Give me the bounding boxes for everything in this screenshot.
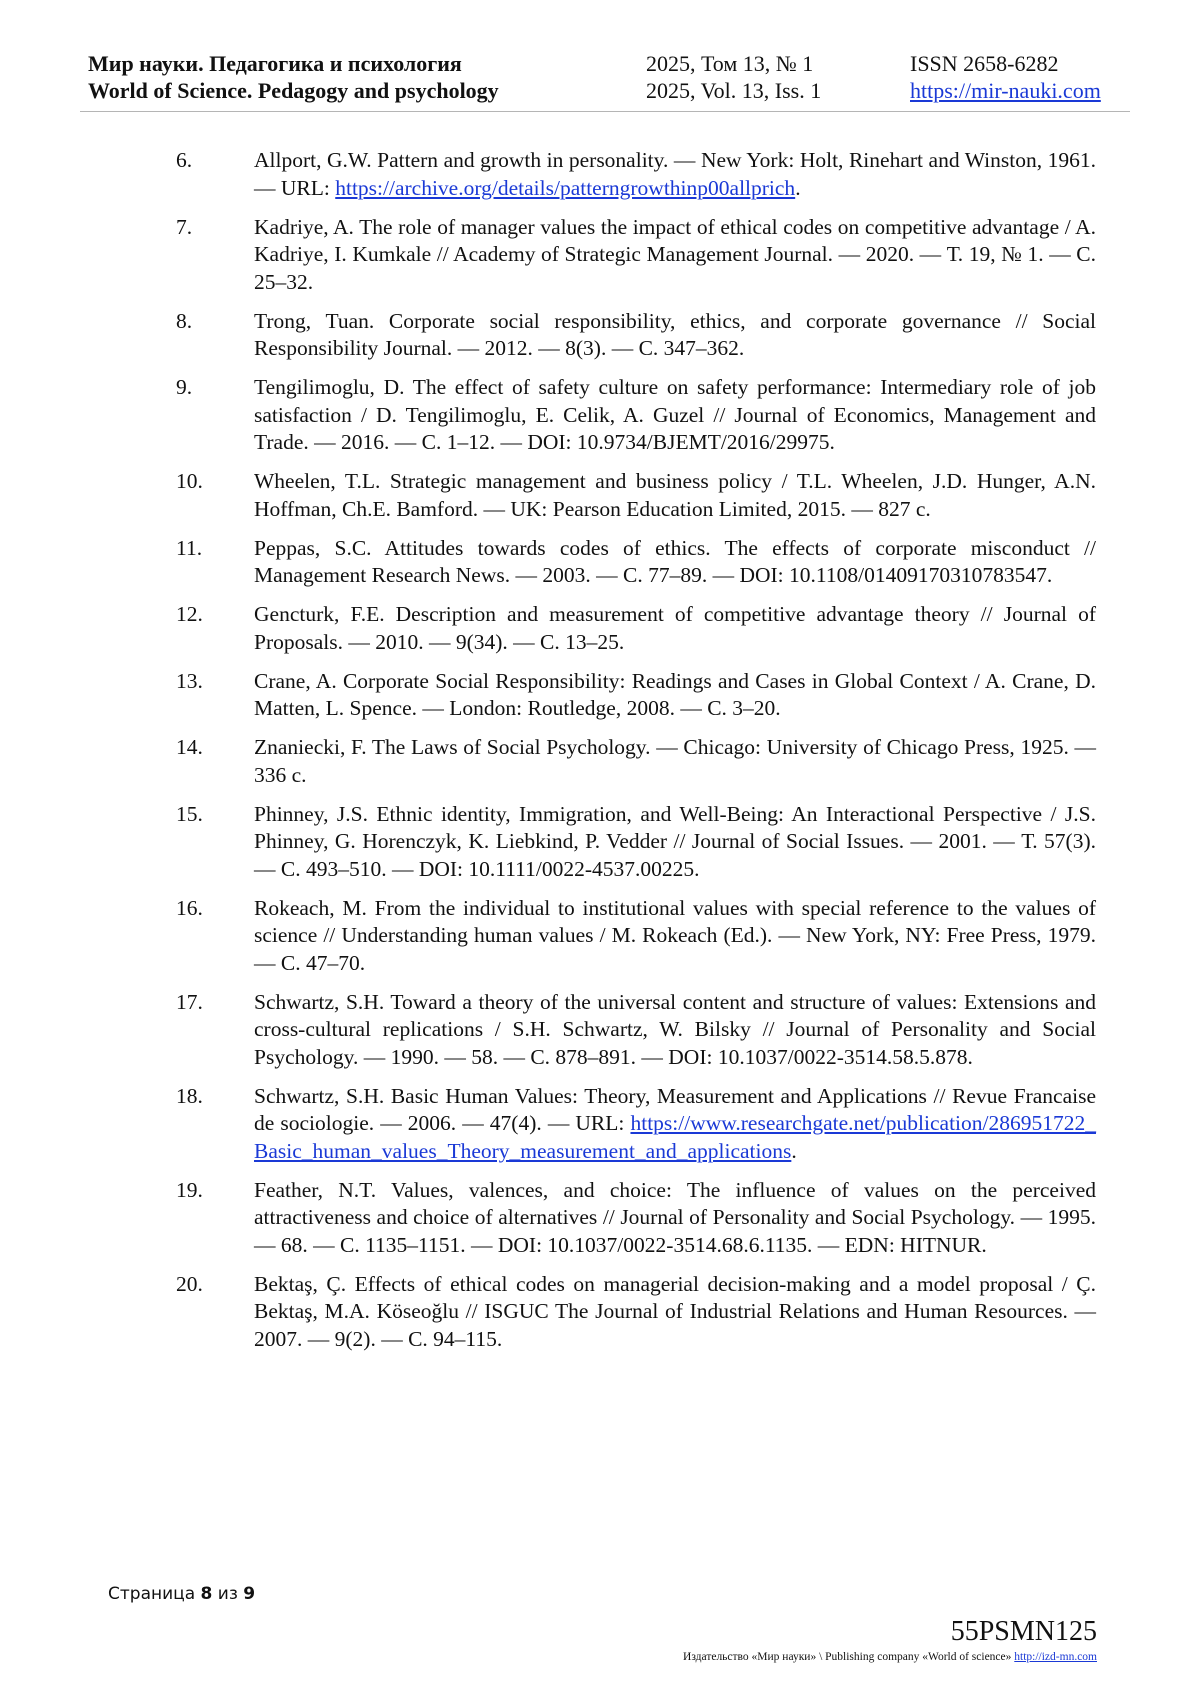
reference-number: 6. <box>176 148 193 172</box>
header-divider <box>80 111 1130 112</box>
reference-number: 15. <box>176 801 203 826</box>
reference-item <box>176 147 1096 202</box>
reference-item <box>176 989 1096 1072</box>
reference-item <box>176 468 1096 523</box>
reference-text: Tengilimoglu, D. The effect of safety culture on safety performance: Intermediary role of job satisfaction / D. Tengilimoglu, E. Celik, A. Guzel // Journal of Economics, Management and Trade. — 2016. — С. 1–12. — DOI: 10.9734/BJEMT/2016/29975. <box>254 375 1096 454</box>
reference-item <box>176 1177 1096 1260</box>
publisher-line <box>683 1651 1097 1663</box>
page-number <box>108 1584 255 1604</box>
reference-text: Schwartz, S.H. Toward a theory of the universal content and structure of values: Extensions and cross-cultural replications / S.H. Schwartz, W. Bilsky // Journal of Personality and Social Psychology. — 1990. — 58. — С. 878–891. — DOI: 10.1037/0022-3514.58.5.878. <box>254 989 1096 1069</box>
issue-info-block <box>646 50 821 104</box>
reference-number: 8. <box>176 308 193 333</box>
reference-item <box>176 308 1096 363</box>
reference-text: Znaniecki, F. The Laws of Social Psychology. — Chicago: University of Chicago Press, 1925. — 336 с. <box>254 735 1096 787</box>
reference-item <box>176 668 1096 723</box>
reference-number: 12. <box>176 602 203 626</box>
reference-text: Trong, Tuan. Corporate social responsibility, ethics, and corporate governance // Social Responsibility Journal. — 2012. — 8(3). — С. 347–362. <box>254 308 1096 360</box>
article-code: 55PSMN125 <box>950 1616 1097 1647</box>
reference-number: 20. <box>176 1271 203 1296</box>
reference-number: 18. <box>176 1083 203 1108</box>
publisher-link[interactable]: http://izd-mn.com <box>1014 1651 1097 1663</box>
reference-text: Wheelen, T.L. Strategic management and business policy / T.L. Wheelen, J.D. Hunger, A.N. Hoffman, Ch.E. Bamford. — UK: Pearson Education Limited, 2015. — 827 с. <box>254 469 1096 521</box>
reference-text: Allport, G.W. Pattern and growth in personality. — New York: Holt, Rinehart and Winston, 1961. — URL: <box>254 148 1096 200</box>
issn: ISSN 2658-6282 <box>910 51 1059 76</box>
reference-text: Bektaş, Ç. Effects of ethical codes on managerial decision-making and a model proposal / Ç. Bektaş, M.A. Köseoğlu // ISGUC The Journal of Industrial Relations and Human Resources. — 2007. — 9(2). — С. 94–115. <box>254 1271 1096 1351</box>
reference-number: 19. <box>176 1177 203 1202</box>
issue-info-en: 2025, Vol. 13, Iss. 1 <box>646 78 822 103</box>
reference-text: Kadriye, A. The role of manager values the impact of ethical codes on competitive advantage / A. Kadriye, I. Kumkale // Academy of Strategic Management Journal. — 2020. — Т. 19, № 1. — С. 25–32. <box>254 214 1096 294</box>
reference-item <box>176 801 1096 884</box>
reference-number: 17. <box>176 989 203 1014</box>
reference-item <box>176 214 1096 297</box>
reference-number: 11. <box>176 535 203 560</box>
issue-info-ru: 2025, Том 13, № 1 <box>646 51 814 76</box>
reference-tail: . <box>791 1138 797 1163</box>
publisher-text: Издательство «Мир науки» \ Publishing company «World of science» <box>683 1651 1012 1663</box>
reference-number: 9. <box>176 375 193 399</box>
page-total: 9 <box>243 1584 256 1604</box>
reference-item <box>176 895 1096 978</box>
reference-text: Phinney, J.S. Ethnic identity, Immigration, and Well-Being: An Interactional Perspective / J.S. Phinney, G. Horenczyk, K. Liebkind, P. Vedder // Journal of Social Issues. — 2001. — Т. 57(3). — С. 493–510. — DOI: 10.1111/0022-4537.00225. <box>254 801 1096 881</box>
reference-item <box>176 535 1096 590</box>
issn-block <box>910 50 1101 104</box>
page-middle: из <box>217 1584 238 1604</box>
reference-text: Rokeach, M. From the individual to institutional values with special reference to the values of science // Understanding human values / M. Rokeach (Ed.). — New York, NY: Free Press, 1979. — С. 47–70. <box>254 895 1096 975</box>
page-prefix: Страница <box>108 1584 196 1604</box>
reference-tail: . <box>795 175 801 200</box>
journal-website-link[interactable]: https://mir-nauki.com <box>910 78 1101 103</box>
reference-item <box>176 1271 1096 1354</box>
reference-number: 16. <box>176 895 203 920</box>
reference-number: 13. <box>176 668 203 693</box>
reference-text: Schwartz, S.H. Basic Human Values: Theory, Measurement and Applications // Revue Francaise de sociologie. — 2006. — 47(4). — URL: <box>254 1083 1096 1135</box>
reference-item <box>176 601 1096 656</box>
reference-text: Peppas, S.C. Attitudes towards codes of ethics. The effects of corporate misconduct // Management Research News. — 2003. — С. 77–89. — DOI: 10.1108/01409170310783547. <box>254 535 1096 587</box>
reference-number: 7. <box>176 214 193 239</box>
reference-item <box>176 374 1096 457</box>
reference-number: 14. <box>176 735 203 759</box>
journal-title-ru: Мир науки. Педагогика и психология <box>88 51 462 76</box>
reference-text: Feather, N.T. Values, valences, and choice: The influence of values on the perceived attractiveness and choice of alternatives // Journal of Personality and Social Psychology. — 1995. — 68. — С. 1135–1151. — DOI: 10.1037/0022-3514.68.6.1135. — EDN: HITNUR. <box>254 1177 1096 1257</box>
journal-title-en: World of Science. Pedagogy and psychology <box>88 78 499 103</box>
reference-url-link[interactable]: https://archive.org/details/patterngrowthinp00allprich <box>335 175 796 200</box>
page-current: 8 <box>200 1584 213 1604</box>
reference-item <box>176 734 1096 789</box>
reference-url-link[interactable]: https://www.researchgate.net/publication/286951722_Basic_human_values_Theory_measurement_and_applications <box>254 1111 1096 1163</box>
reference-item <box>176 1083 1096 1166</box>
reference-list <box>176 147 1096 1365</box>
journal-header <box>88 50 1120 114</box>
reference-number: 10. <box>176 469 203 493</box>
reference-text: Gencturk, F.E. Description and measurement of competitive advantage theory // Journal of Proposals. — 2010. — 9(34). — С. 13–25. <box>254 602 1096 654</box>
journal-title-block <box>88 50 499 104</box>
reference-text: Crane, A. Corporate Social Responsibility: Readings and Cases in Global Context / A. Crane, D. Matten, L. Spence. — London: Routledge, 2008. — С. 3–20. <box>254 668 1096 720</box>
